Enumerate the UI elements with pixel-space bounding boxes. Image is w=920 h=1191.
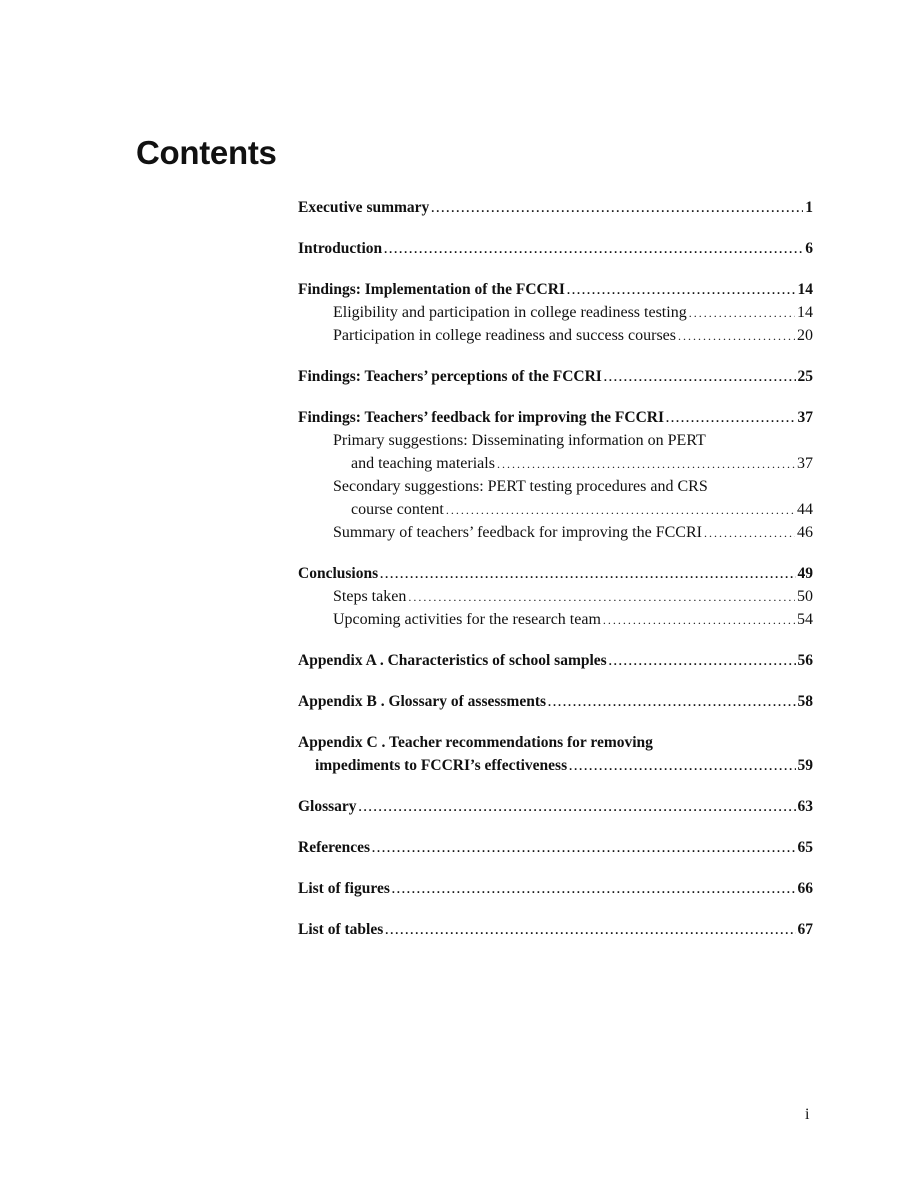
dot-leader bbox=[431, 197, 803, 220]
toc-page: 54 bbox=[797, 611, 813, 628]
toc-entry-appendix-c-line1[interactable] bbox=[298, 731, 813, 754]
page-number: i bbox=[805, 1106, 810, 1123]
toc-entry-perceptions[interactable] bbox=[298, 365, 813, 388]
toc-entry-primary-suggestions-line2[interactable] bbox=[298, 452, 813, 475]
toc-label: Conclusions bbox=[298, 565, 379, 582]
toc-entry-glossary[interactable] bbox=[298, 795, 813, 818]
dot-leader bbox=[384, 238, 803, 261]
toc-page: 59 bbox=[797, 757, 813, 774]
toc-label: Executive summary bbox=[298, 199, 430, 216]
toc-entry-implementation[interactable] bbox=[298, 278, 813, 301]
dot-leader bbox=[408, 586, 795, 609]
toc-entry-feedback[interactable] bbox=[298, 406, 813, 429]
toc-entry-appendix-a[interactable] bbox=[298, 649, 813, 672]
toc-page: 14 bbox=[797, 304, 813, 321]
page-title: Contents bbox=[136, 134, 277, 171]
dot-leader bbox=[567, 279, 796, 302]
toc-page: 63 bbox=[797, 798, 813, 815]
toc-label: Findings: Teachers’ perceptions of the FCCRI bbox=[298, 368, 602, 385]
toc-page: 58 bbox=[797, 693, 813, 710]
dot-leader bbox=[666, 407, 796, 430]
toc-page: 67 bbox=[797, 921, 813, 938]
toc-label: References bbox=[298, 839, 371, 856]
toc-page: 49 bbox=[797, 565, 813, 582]
dot-leader bbox=[689, 302, 795, 325]
dot-leader bbox=[569, 755, 795, 778]
toc-entry-participation[interactable] bbox=[298, 324, 813, 347]
toc-label: List of figures bbox=[298, 880, 390, 897]
toc-label: Summary of teachers’ feedback for improving the FCCRI bbox=[333, 524, 702, 541]
toc-label: Glossary bbox=[298, 798, 357, 815]
toc-label: Appendix C . Teacher recommendations for removing bbox=[298, 734, 653, 751]
toc-page: 44 bbox=[797, 501, 813, 518]
toc-entry-references[interactable] bbox=[298, 836, 813, 859]
toc-label: course content bbox=[351, 501, 444, 518]
toc-entry-introduction[interactable] bbox=[298, 237, 813, 260]
dot-leader bbox=[604, 366, 796, 389]
dot-leader bbox=[385, 919, 795, 942]
toc-entry-upcoming-activities[interactable] bbox=[298, 608, 813, 631]
toc-page: 46 bbox=[797, 524, 813, 541]
toc-entry-executive-summary[interactable] bbox=[298, 196, 813, 219]
toc-entry-appendix-c-line2[interactable] bbox=[298, 754, 813, 777]
toc-entry-secondary-suggestions-line2[interactable] bbox=[298, 498, 813, 521]
dot-leader bbox=[704, 522, 795, 545]
dot-leader bbox=[372, 837, 795, 860]
dot-leader bbox=[548, 691, 795, 714]
toc-label: Findings: Implementation of the FCCRI bbox=[298, 281, 565, 298]
toc-page: 1 bbox=[805, 199, 813, 216]
toc-label: Secondary suggestions: PERT testing procedures and CRS bbox=[333, 478, 708, 495]
toc-entry-primary-suggestions-line1[interactable] bbox=[298, 429, 813, 452]
dot-leader bbox=[359, 796, 796, 819]
toc-label: and teaching materials bbox=[351, 455, 495, 472]
toc-label: Steps taken bbox=[333, 588, 407, 605]
toc-label: impediments to FCCRI’s effectiveness bbox=[315, 757, 568, 774]
toc-entry-list-of-figures[interactable] bbox=[298, 877, 813, 900]
toc-page: 50 bbox=[797, 588, 813, 605]
toc-page: 6 bbox=[805, 240, 813, 257]
toc-label: Upcoming activities for the research team bbox=[333, 611, 601, 628]
dot-leader bbox=[446, 499, 795, 522]
toc-label: Appendix A . Characteristics of school samples bbox=[298, 652, 607, 669]
toc-label: Primary suggestions: Disseminating information on PERT bbox=[333, 432, 706, 449]
toc-entry-list-of-tables[interactable] bbox=[298, 918, 813, 941]
toc-page: 14 bbox=[797, 281, 813, 298]
toc-page: 65 bbox=[797, 839, 813, 856]
dot-leader bbox=[380, 563, 795, 586]
table-of-contents bbox=[298, 196, 813, 941]
toc-entry-appendix-b[interactable] bbox=[298, 690, 813, 713]
toc-page: 37 bbox=[797, 455, 813, 472]
toc-page: 20 bbox=[797, 327, 813, 344]
toc-label: Appendix B . Glossary of assessments bbox=[298, 693, 547, 710]
dot-leader bbox=[678, 325, 795, 348]
toc-label: Participation in college readiness and success courses bbox=[333, 327, 676, 344]
toc-entry-summary-feedback[interactable] bbox=[298, 521, 813, 544]
toc-page: 66 bbox=[797, 880, 813, 897]
toc-label: Introduction bbox=[298, 240, 383, 257]
toc-entry-eligibility[interactable] bbox=[298, 301, 813, 324]
dot-leader bbox=[392, 878, 796, 901]
toc-page: 56 bbox=[797, 652, 813, 669]
toc-label: Eligibility and participation in college readiness testing bbox=[333, 304, 687, 321]
dot-leader bbox=[609, 650, 796, 673]
toc-page: 37 bbox=[797, 409, 813, 426]
toc-label: Findings: Teachers’ feedback for improving the FCCRI bbox=[298, 409, 664, 426]
toc-label: List of tables bbox=[298, 921, 384, 938]
toc-page: 25 bbox=[797, 368, 813, 385]
toc-entry-steps-taken[interactable] bbox=[298, 585, 813, 608]
dot-leader bbox=[497, 453, 795, 476]
toc-entry-secondary-suggestions-line1[interactable] bbox=[298, 475, 813, 498]
dot-leader bbox=[603, 609, 795, 632]
toc-entry-conclusions[interactable] bbox=[298, 562, 813, 585]
